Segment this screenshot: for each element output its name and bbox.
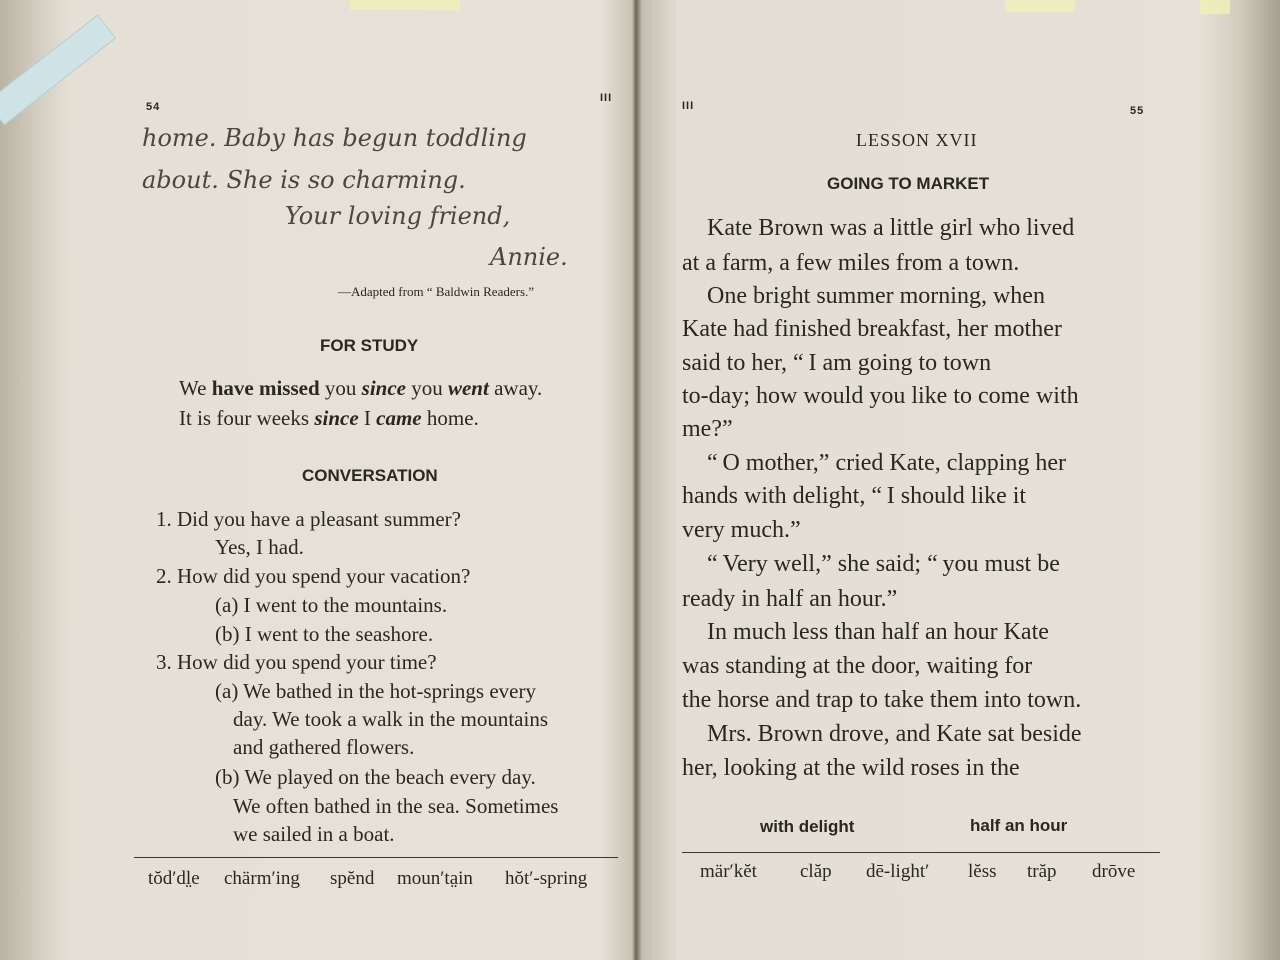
sticky-tab — [1005, 0, 1075, 12]
study-phrase: half an hour — [970, 816, 1068, 835]
text-line: One bright summer morning, when — [707, 283, 1045, 309]
vocab-word: chärm′ing — [224, 868, 300, 889]
text-line: me?” — [682, 416, 733, 442]
divider — [134, 857, 618, 858]
text-line: In much less than half an hour Kate — [707, 619, 1049, 645]
lesson-title: GOING TO MARKET — [827, 174, 990, 193]
divider — [682, 852, 1160, 853]
sticky-tab — [350, 0, 460, 10]
text-line: very much.” — [682, 517, 801, 543]
answer: day. We took a walk in the mountains — [233, 707, 548, 731]
text-line: ready in half an hour.” — [682, 586, 898, 612]
letter-signature: Annie. — [490, 243, 568, 271]
text-line: the horse and trap to take them into town. — [682, 687, 1082, 713]
letter-line: home. Baby has begun toddling — [142, 124, 527, 152]
study-sentence: It is four weeks since I came home. — [179, 406, 479, 430]
text-line: Mrs. Brown drove, and Kate sat beside — [707, 721, 1082, 747]
answer: (b) I went to the seashore. — [215, 622, 434, 646]
sticky-tab — [1200, 0, 1230, 14]
text-line: to-day; how would you like to come with — [682, 383, 1079, 409]
vocab-word: dē-light′ — [866, 861, 930, 882]
answer: and gathered flowers. — [233, 735, 415, 759]
question: 3. How did you spend your time? — [156, 650, 437, 674]
text-line: “ O mother,” cried Kate, clapping her — [707, 450, 1067, 476]
answer: (b) We played on the beach every day. — [215, 765, 536, 789]
text-line: her, looking at the wild roses in the — [682, 755, 1020, 781]
text-line: hands with delight, “ I should like it — [682, 483, 1027, 509]
answer: Yes, I had. — [215, 535, 304, 559]
vocab-word: spĕnd — [330, 868, 375, 889]
bookmark-ribbon — [0, 14, 116, 125]
study-sentence: We have missed you since you went away. — [179, 376, 543, 400]
vocab-word: hŏt′-spring — [505, 868, 588, 889]
signature-mark: III — [600, 92, 613, 104]
answer: (a) We bathed in the hot-springs every — [215, 679, 536, 703]
signature-mark: III — [682, 100, 695, 112]
text-line: Kate Brown was a little girl who lived — [707, 215, 1075, 241]
vocab-word: moun′ta̤in — [397, 868, 473, 889]
page-number: 54 — [146, 101, 161, 113]
lesson-number: LESSON XVII — [856, 130, 978, 150]
page-number: 55 — [1130, 105, 1145, 117]
letter-closing: Your loving friend, — [285, 202, 511, 230]
question: 1. Did you have a pleasant summer? — [156, 507, 461, 531]
text-line: was standing at the door, waiting for — [682, 653, 1033, 679]
answer: (a) I went to the mountains. — [215, 593, 448, 617]
text-line: “ Very well,” she said; “ you must be — [707, 551, 1060, 577]
study-phrase: with delight — [760, 817, 855, 836]
text-line: Kate had finished breakfast, her mother — [682, 316, 1062, 342]
question: 2. How did you spend your vacation? — [156, 564, 471, 588]
letter-line: about. She is so charming. — [142, 166, 466, 194]
vocab-word: trăp — [1027, 861, 1057, 882]
conversation-heading: CONVERSATION — [302, 466, 438, 485]
for-study-heading: FOR STUDY — [320, 336, 419, 355]
text-line: at a farm, a few miles from a town. — [682, 250, 1020, 276]
vocab-word: tŏd′dl̤e — [148, 868, 200, 889]
text-line: said to her, “ I am going to town — [682, 350, 992, 376]
vocab-word: mär′kĕt — [700, 861, 757, 882]
vocab-word: clăp — [800, 861, 832, 882]
vocab-word: drōve — [1092, 861, 1136, 882]
answer: we sailed in a boat. — [233, 822, 395, 846]
answer: We often bathed in the sea. Sometimes — [233, 794, 559, 818]
attribution: —Adapted from “ Baldwin Readers.” — [338, 284, 535, 299]
vocab-word: lĕss — [968, 861, 997, 882]
